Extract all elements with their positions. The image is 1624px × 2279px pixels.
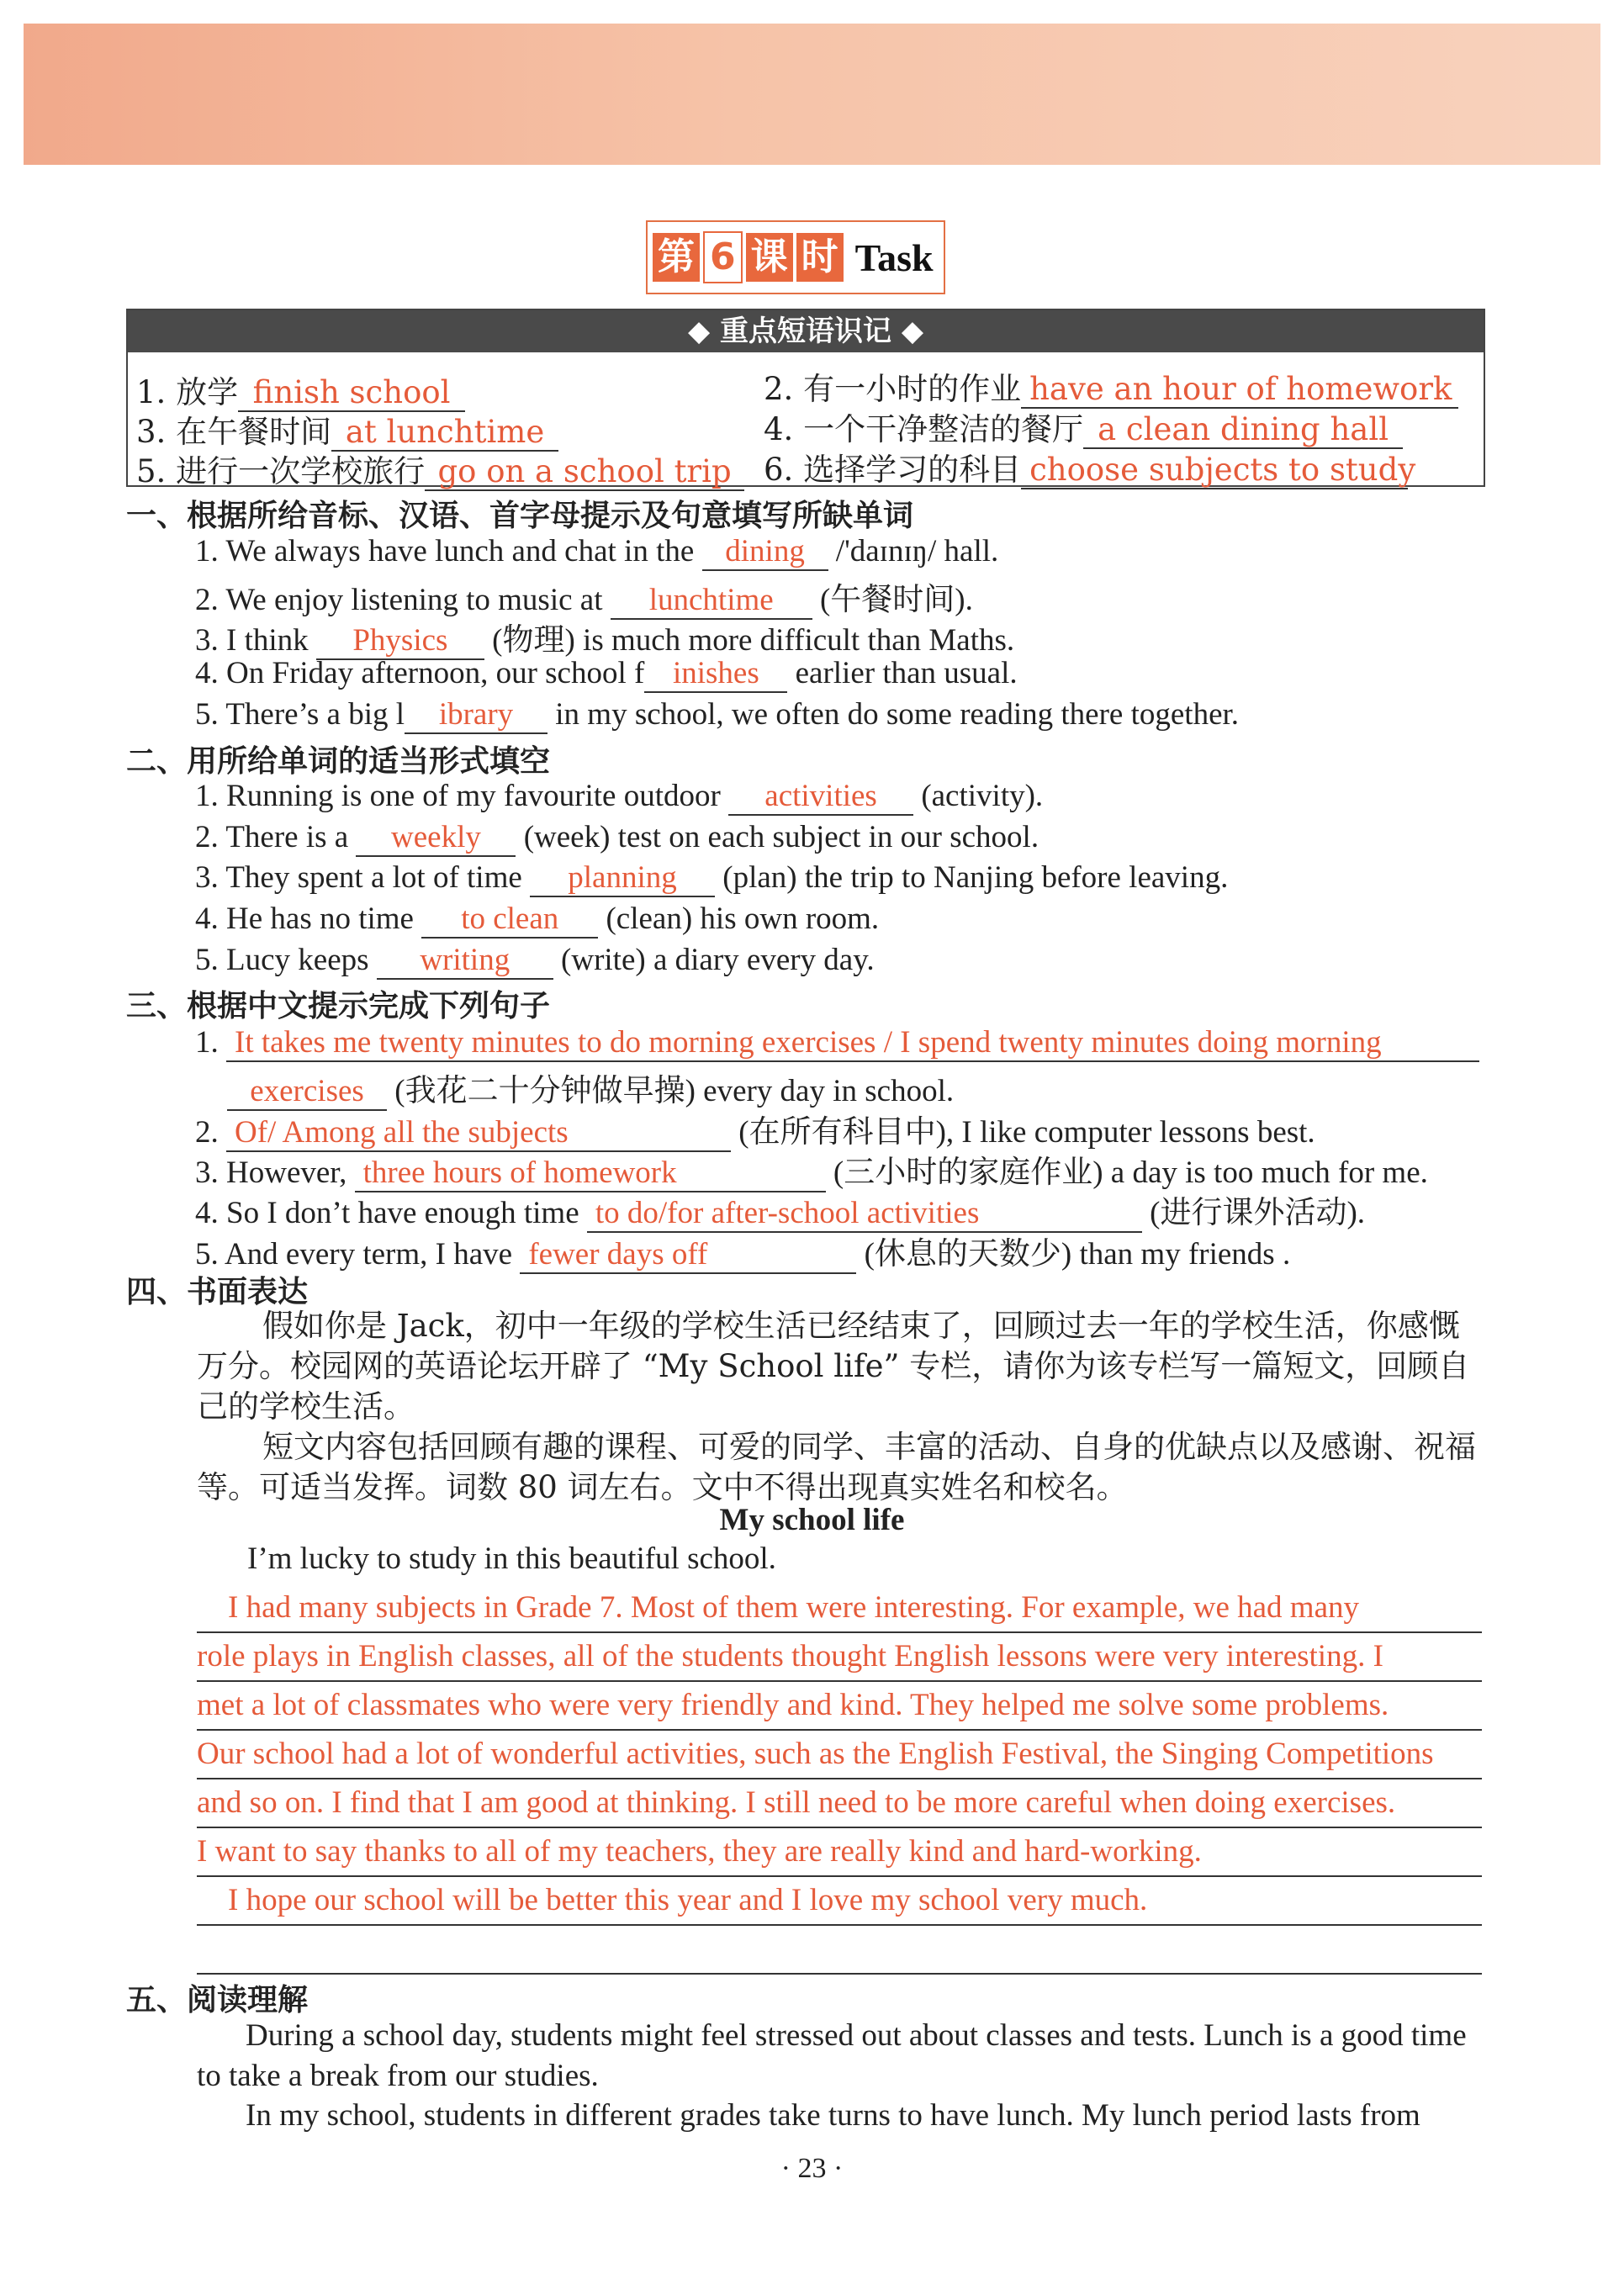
essay-line: I had many subjects in Grade 7. Most of them were interesting. For example, we had many: [197, 1584, 1482, 1633]
phrase-item: 5. 进行一次学校旅行 go on a school trip: [136, 446, 744, 491]
exercise-item: 1. Running is one of my favourite outdoor activities (activity).: [195, 778, 1043, 816]
lesson-task-label: Task: [854, 235, 934, 279]
exercise-item: 3. They spent a lot of time planning (plan) the trip to Nanjing before leaving.: [195, 859, 1228, 897]
exercise-item: 3. I think Physics (物理) is much more difficult than Maths.: [195, 614, 1014, 660]
lesson-number: 6: [703, 231, 743, 283]
section-heading: 五、阅读理解: [126, 1983, 309, 2017]
essay-line: I want to say thanks to all of my teachers, they are really kind and hard-working.: [197, 1828, 1482, 1877]
exercise-item-continued: exercises (我花二十分钟做早操) every day in school.: [227, 1065, 954, 1111]
page-number: · 23 ·: [780, 2153, 844, 2184]
answer: have an hour of homework: [1021, 373, 1458, 409]
exercise-item: 4. So I don’t have enough time to do/for after-school activities (进行课外活动).: [195, 1187, 1365, 1233]
exercise-item: 1. We always have lunch and chat in the dining /'daɪnɪŋ/ hall.: [195, 533, 998, 571]
exercise-item: 5. There’s a big l ibrary in my school, we often do some reading there together.: [195, 696, 1239, 734]
reading-paragraph: In my school, students in different grades take turns to have lunch. My lunch period lasts from: [246, 2098, 1420, 2133]
essay-line: Our school had a lot of wonderful activities, such as the English Festival, the Singing Competitions: [197, 1731, 1482, 1779]
essay-line: and so on. I find that I am good at thinking. I still need to be more careful when doing exercises.: [197, 1779, 1482, 1828]
essay-line: met a lot of classmates who were very friendly and kind. They helped me solve some problems.: [197, 1682, 1482, 1731]
answer: a clean dining hall: [1083, 413, 1403, 449]
exercise-item: 1. It takes me twenty minutes to do morning exercises / I spend twenty minutes doing morning: [195, 1024, 1479, 1062]
phrase-item: 6. 选择学习的科目 choose subjects to study: [764, 452, 1416, 488]
section-heading: 三、根据中文提示完成下列句子: [126, 989, 551, 1023]
key-phrases-heading: ◆ 重点短语识记 ◆: [128, 310, 1484, 352]
essay-first-sentence: I’m lucky to study in this beautiful school.: [247, 1541, 776, 1576]
essay-title: My school life: [719, 1503, 905, 1537]
phrase-item: 2. 有一小时的作业 have an hour of homework: [764, 363, 1458, 409]
phrase-item: 1. 放学 finish school: [136, 367, 465, 412]
exercise-item: 5. And every term, I have fewer days off (休息的天数少) than my friends .: [195, 1228, 1290, 1274]
essay-line: role plays in English classes, all of the students thought English lessons were very interesting. I: [197, 1633, 1482, 1682]
answer: at lunchtime: [331, 415, 558, 452]
answer: finish school: [238, 376, 465, 412]
writing-prompt: 短文内容包括回顾有趣的课程、可爱的同学、丰富的活动、自身的优缺点以及感谢、祝福等。可适当发挥。词数 80 词左右。文中不得出现真实姓名和校名。: [197, 1429, 1476, 1505]
answer: go on a school trip: [425, 455, 744, 491]
lesson-prefix: 课: [746, 233, 793, 282]
header-band: [24, 24, 1600, 165]
lesson-prefix: 时: [796, 233, 844, 282]
exercise-item: 2. We enjoy listening to music at lunchtime (午餐时间).: [195, 574, 973, 620]
section-heading: 二、用所给单词的适当形式填空: [126, 744, 551, 779]
writing-prompt: 假如你是 Jack，初中一年级的学校生活已经结束了，回顾过去一年的学校生活，你感慨万分。校园网的英语论坛开辟了 “My School life” 专栏，请你为该专栏写一篇短文，回顾自己的学校生活。: [197, 1308, 1470, 1425]
section-heading: 一、根据所给音标、汉语、首字母提示及句意填写所缺单词: [126, 499, 914, 533]
section-heading: 四、书面表达: [126, 1275, 309, 1309]
essay-line: I hope our school will be better this year and I love my school very much.: [197, 1877, 1482, 1926]
exercise-item: 3. However, three hours of homework (三小时的家庭作业) a day is too much for me.: [195, 1146, 1428, 1192]
answer: choose subjects to study: [1021, 453, 1408, 489]
exercise-item: 2. Of/ Among all the subjects (在所有科目中), I like computer lessons best.: [195, 1106, 1315, 1152]
exercise-item: 4. He has no time to clean (clean) his own room.: [195, 901, 879, 939]
essay-line: [197, 1926, 1482, 1975]
phrase-item: 3. 在午餐时间 at lunchtime: [136, 406, 558, 452]
lesson-prefix: 第: [653, 233, 700, 282]
exercise-item: 5. Lucy keeps writing (write) a diary every day.: [195, 942, 875, 980]
exercise-item: 4. On Friday afternoon, our school f inishes earlier than usual.: [195, 655, 1018, 693]
reading-paragraph: During a school day, students might feel stressed out about classes and tests. Lunch is a good time to take a break from our studies.: [197, 2018, 1467, 2093]
lesson-title: [646, 220, 945, 294]
phrase-item: 4. 一个干净整洁的餐厅 a clean dining hall: [764, 404, 1403, 449]
exercise-item: 2. There is a weekly (week) test on each subject in our school.: [195, 819, 1039, 857]
